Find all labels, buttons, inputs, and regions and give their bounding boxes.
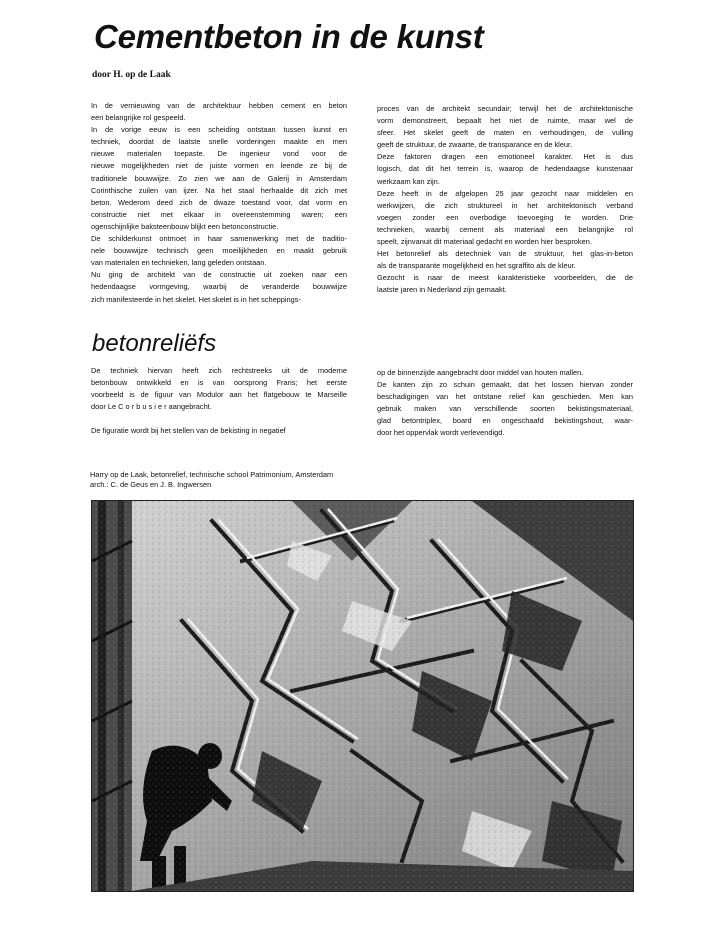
text-line: De figuratie wordt bij het stellen van de bekisting in negatief <box>91 426 286 436</box>
text-line: Deze faktoren dragen een emotioneel karakter. Het is dus <box>377 152 633 162</box>
text-line: een belangrijke rol gespeeld. <box>91 113 186 123</box>
text-line: op de binnenzijde aangebracht door middel van houten mallen. <box>377 368 584 377</box>
caption-line: Harry op de Laak, betonrelief, technische school Patrimonium, Amsterdam <box>90 470 334 479</box>
text-line: ogenschijnlijke baksteenbouw blijkt een betonconstructie. <box>91 221 279 231</box>
text-line: De kanten zijn zo schuin gemaakt, dat het lossen hiervan zonder <box>377 380 633 390</box>
text-line: technieken, waarbij cement als materiaal een belangrijke rol <box>377 224 633 234</box>
relief-photo <box>91 500 634 892</box>
text-line: hedendaagse vormgeving, waarbij de veranderde bouwwijze <box>91 282 347 292</box>
text-line: nieuwe mogelijkheden niet de juiste vormen en leende ze bij de <box>91 161 347 171</box>
text-line: beton. Wederom deed zich de dwaze toestand voor, dat vorm en <box>91 197 347 207</box>
text-line: nieuwe materialen toepaste. De ingenieur vond voor de <box>91 149 347 159</box>
text-line: constructie niet met elkaar in overeenstemming waren; een <box>91 209 347 219</box>
text-line: In de vernieuwing van de architektuur hebben cement en beton <box>91 101 347 110</box>
text-line: voegen zonder een overbodige toevoeging te worden. Drie <box>377 212 633 222</box>
text-line <box>91 413 347 425</box>
text-line: werkzaam kan zijn. <box>377 176 440 186</box>
text-line: Nu ging de architekt van de constructie uit zoeken naar een <box>91 270 347 280</box>
text-line: laatste jaren in Nederland zijn gemaakt. <box>377 285 507 295</box>
intro-column-right <box>377 103 633 297</box>
section-heading: betonreliëfs <box>92 330 217 357</box>
text-line: werkwijzen, die zich struktureel in het architektonisch verband <box>377 200 633 210</box>
text-line: gebruik maken van verschillende soorten bekistingsmateriaal, <box>377 404 633 414</box>
text-line: De techniek hiervan heeft zich rechtstreeks uit de moderne <box>91 366 347 375</box>
text-line: logisch, dat dit het terrein is, waarop de hedendaagse kunstenaar <box>377 164 633 174</box>
text-line: Corinthische zuilen van ijzer. Na het staal herhaalde dit zich met <box>91 185 347 195</box>
intro-column-left <box>91 100 347 306</box>
text-line: betonbouw ontwikkeld en is van oorsprong Frans; het eerste <box>91 378 347 388</box>
text-line: glad betontriplex, board en ongeschaafd bekistingshout, waar- <box>377 416 633 426</box>
caption-line: arch.: C. de Geus en J. B. Ingwersen <box>90 480 212 489</box>
text-line: Het betonrelief als detechniek van de struktuur, het glas-in-beton <box>377 249 633 259</box>
text-line: techniek, doordat de laatste snelle vorderingen maakte en men <box>91 137 347 147</box>
text-line: geeft de struktuur, de zwaarte, de transparance en de kleur. <box>377 140 573 150</box>
text-line: van materialen en technieken, lang geleden ontstaan. <box>91 258 267 268</box>
text-line: zich manifesteerde in het skelet. Het skelet is in het scheppings- <box>91 294 301 304</box>
text-line: traditionele bouwwijze. Zo zien we aan de Galerij in Amsterdam <box>91 173 347 183</box>
figure-caption <box>90 470 333 490</box>
text-line: Deze heeft in de afgelopen 25 jaar gezocht naar middelen en <box>377 188 633 198</box>
relief-photo-image <box>92 501 633 891</box>
text-line: nele bouwwijze technisch geen moeilijkheden en maakt gebruik <box>91 246 347 256</box>
text-line: De schilderkunst ontmoet in haar samenwerking met de traditio- <box>91 234 347 244</box>
text-line: beschadigingen van het ontstane relief kan geschieden. Men kan <box>377 392 633 402</box>
text-line: als de transparante mogelijkheid en het sgraffito als de kleur. <box>377 261 576 271</box>
article-title: Cementbeton in de kunst <box>94 18 484 55</box>
text-line: door het oppervlak wordt verlevendigd. <box>377 428 505 438</box>
text-line: door Le C o r b u s i e r aangebracht. <box>91 402 212 412</box>
text-line: proces van de architekt secundair; terwijl het de architektonische <box>377 104 633 113</box>
section-column-left <box>91 365 347 438</box>
text-line: vorm demonstreert, bepaalt het niet de ruimte, maar wel de <box>377 116 633 126</box>
text-line: speelt, zijnvanuit dit materiaal gedacht en worden hier besproken. <box>377 237 592 247</box>
text-line: Gezocht is naar de meest karakteristieke voorbeelden, die de <box>377 273 633 283</box>
text-line: In de vorige eeuw is een scheiding ontstaan tussen kunst en <box>91 125 347 135</box>
article-byline: door H. op de Laak <box>92 70 171 80</box>
text-line: sfeer. Het skelet geeft de maten en verhoudingen, de vulling <box>377 128 633 138</box>
text-line: voorbeeld is de figuur van Modulor aan het flatgebouw te Marseille <box>91 390 347 400</box>
section-column-right <box>377 367 633 440</box>
